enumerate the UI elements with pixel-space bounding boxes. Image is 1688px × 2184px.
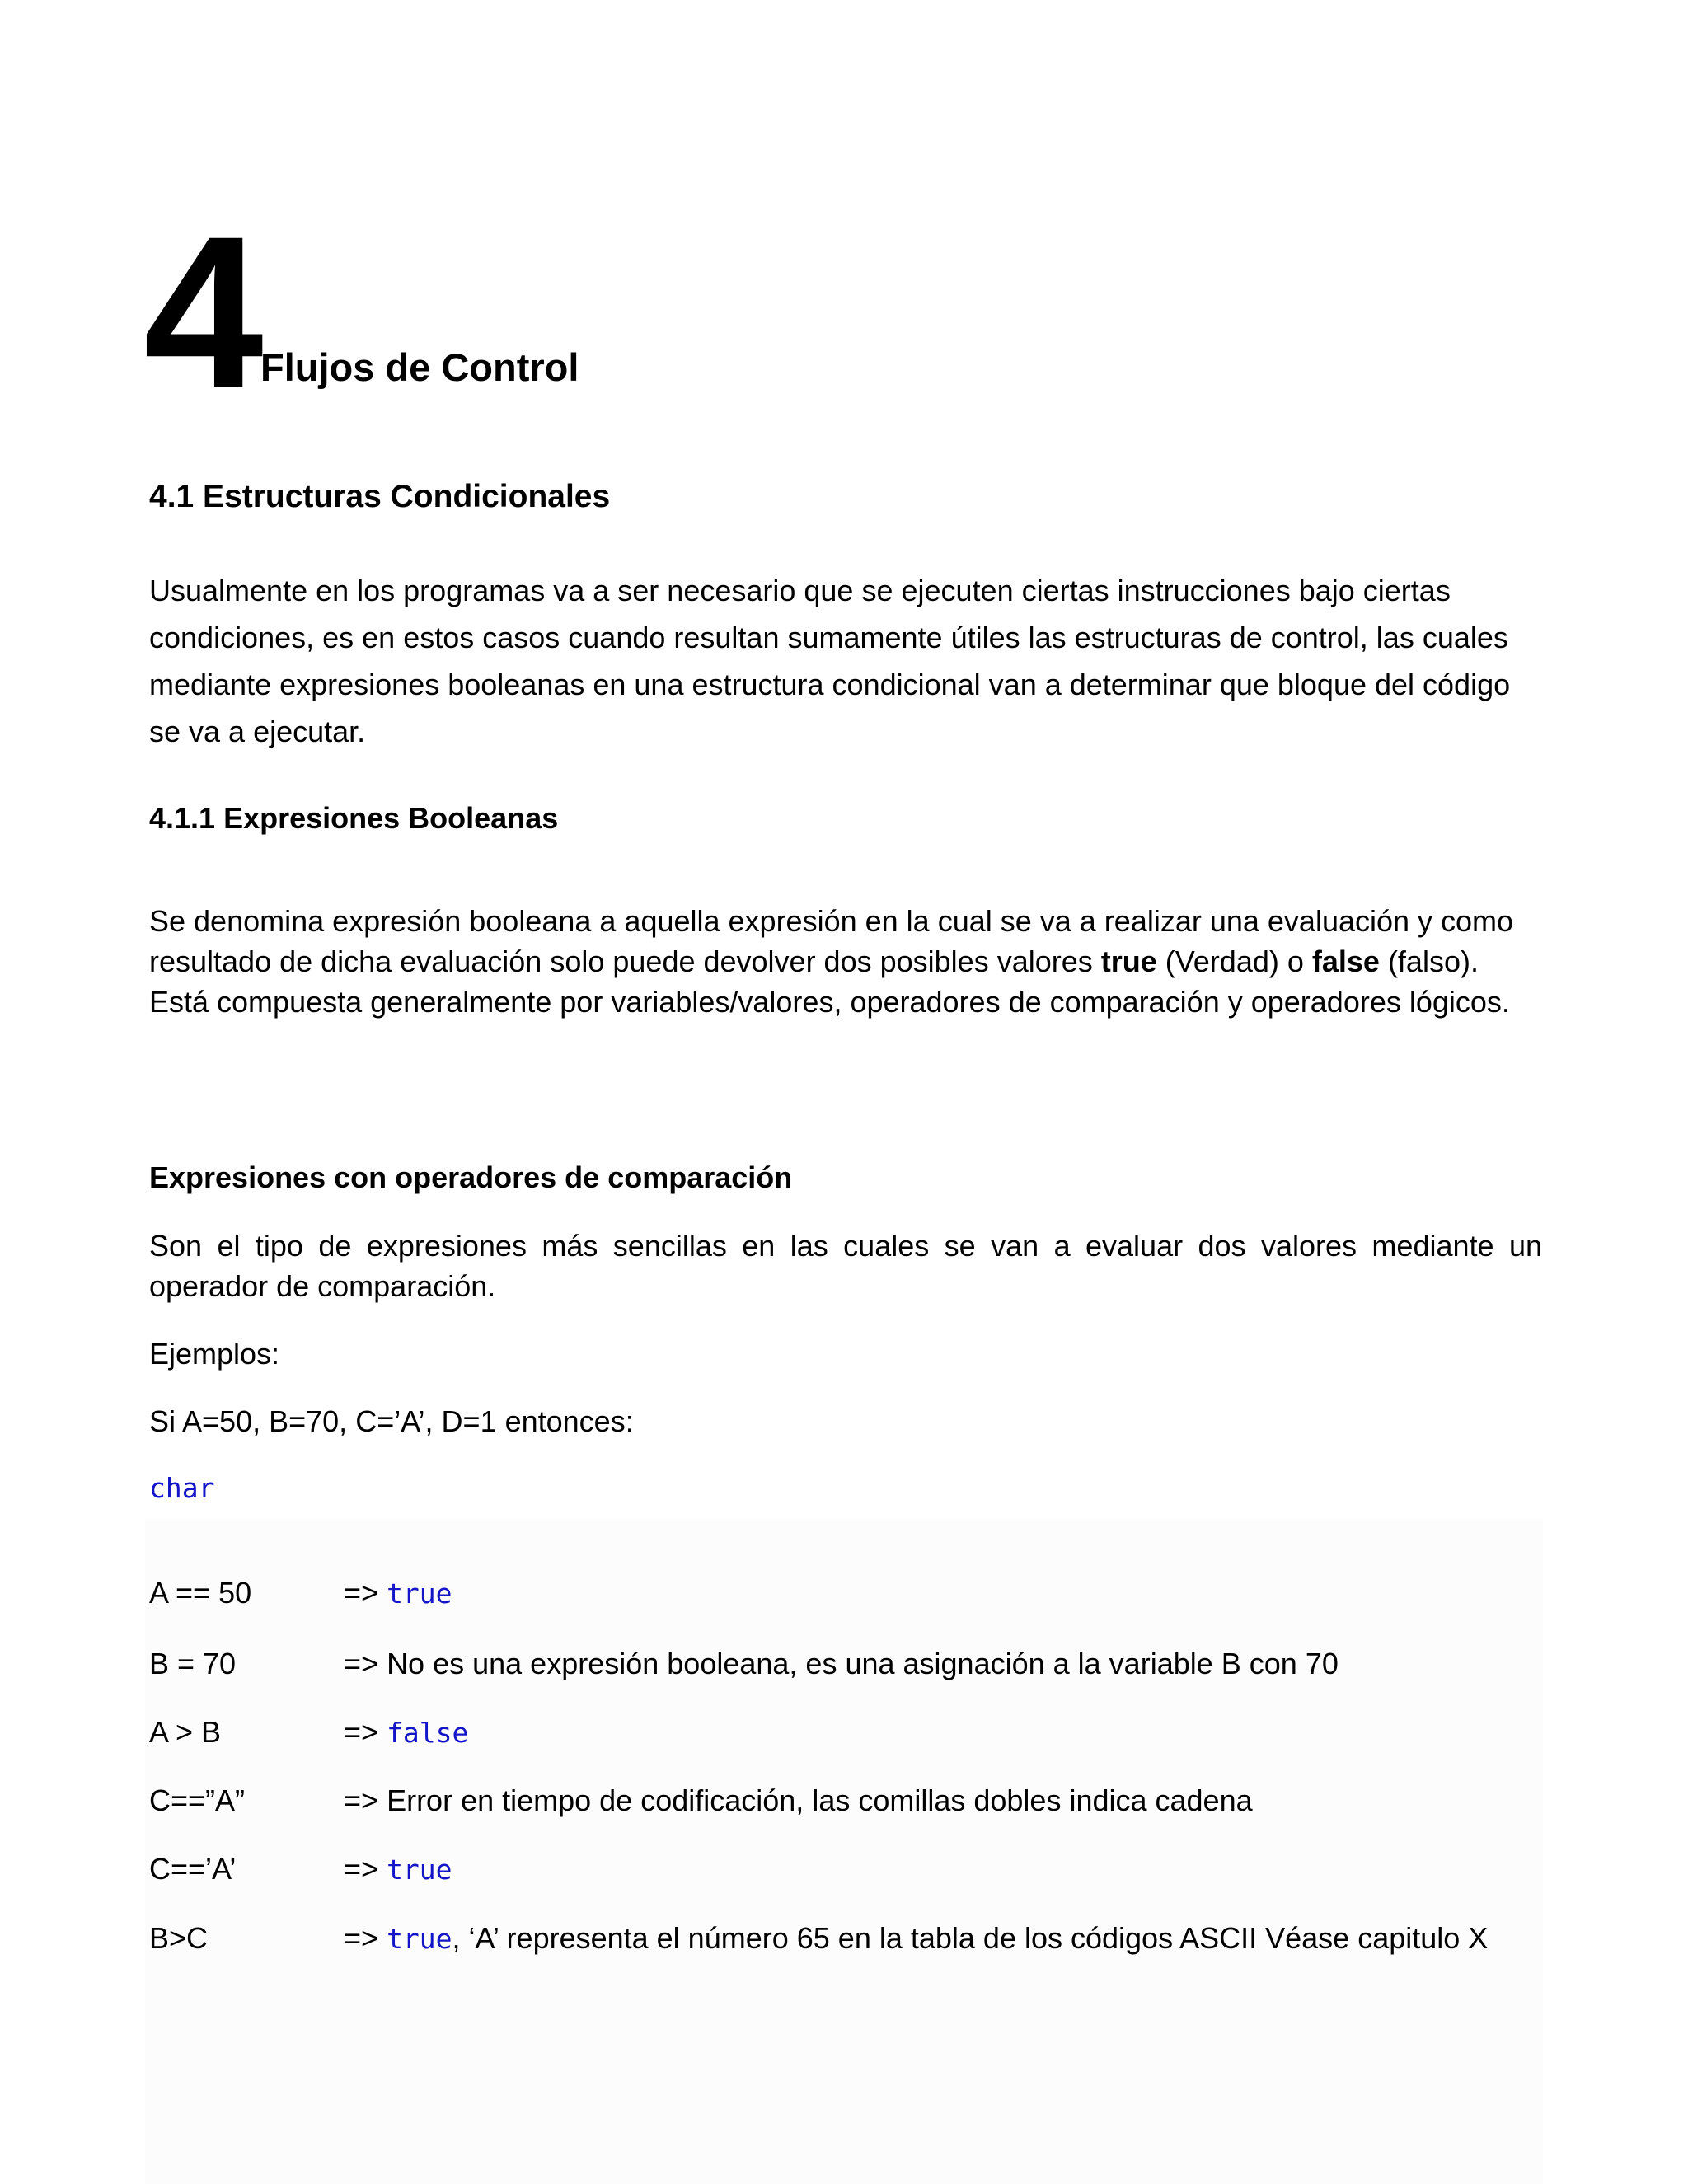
example-expression: B>C [149,1921,209,1955]
result-text: , ‘A’ representa el número 65 en la tabla de los códigos ASCII Véase capitulo X [452,1921,1489,1955]
example-row [0,1572,1688,1614]
result-arrow: => [344,1921,387,1955]
result-keyword: true [387,1577,452,1610]
result-keyword: true [387,1854,452,1886]
section-heading: 4.1 Estructuras Condicionales [149,479,611,514]
example-row [0,1643,1688,1685]
examples-label: Ejemplos: [149,1337,280,1371]
example-row [0,1849,1688,1890]
example-row [0,1780,1688,1821]
comparison-heading: Expresiones con operadores de comparación [149,1160,793,1194]
section-intro-paragraph: Usualmente en los programas va a ser necesario que se ejecuten ciertas instrucciones bajo ciertas condiciones, es en estos casos cuando resultan sumamente útiles las estructuras de control, las cuales mediante expresiones booleanas en una estructura condicional van a determinar que bloque del código se va a ejecutar. [149,574,1511,748]
definition-text-end: (falso). Está compuesta generalmente por variables/valores, operadores de comparación y operadores lógicos. [149,944,1510,1019]
result-arrow: => [344,1647,387,1680]
result-arrow: => [344,1852,387,1886]
example-result [344,1643,1339,1685]
code-keyword-char: char [149,1472,215,1504]
chapter-number: 4 [143,191,259,433]
example-row [0,1918,1688,1959]
example-result [344,1712,468,1754]
definition-text-middle: (Verdad) o [1156,944,1312,978]
example-row [0,1712,1688,1753]
example-result [344,1849,452,1891]
example-expression: A > B [149,1715,222,1749]
example-result [344,1780,1253,1822]
result-keyword: true [387,1923,452,1955]
definition-text-start: Se denomina expresión booleana a aquella expresión en la cual se va a realizar una evaluación y como resultado de dicha evaluación solo puede devolver dos posibles valores [149,904,1514,978]
example-expression: A == 50 [149,1576,252,1610]
comparison-description: Son el tipo de expresiones más sencillas en las cuales se van a evaluar dos valores mediante un operador de comparación. [149,1229,1542,1303]
example-result [344,1918,1488,1960]
true-term: true [1100,944,1157,978]
result-text: No es una expresión booleana, es una asignación a la variable B con 70 [387,1647,1339,1680]
result-keyword: false [387,1717,469,1749]
example-expression: B = 70 [149,1647,237,1680]
example-expression: C==”A” [149,1783,246,1817]
example-result [344,1572,452,1615]
false-term: false [1311,944,1380,978]
given-values: Si A=50, B=70, C=’A’, D=1 entonces: [149,1404,634,1438]
example-expression: C==’A’ [149,1852,237,1886]
result-arrow: => [344,1715,387,1749]
result-text: Error en tiempo de codificación, las comillas dobles indica cadena [387,1783,1253,1817]
result-arrow: => [344,1783,387,1817]
chapter-title: Flujos de Control [260,345,579,389]
subsection-heading: 4.1.1 Expresiones Booleanas [149,801,559,835]
boolean-definition-paragraph [149,901,1542,1022]
result-arrow: => [344,1576,387,1610]
